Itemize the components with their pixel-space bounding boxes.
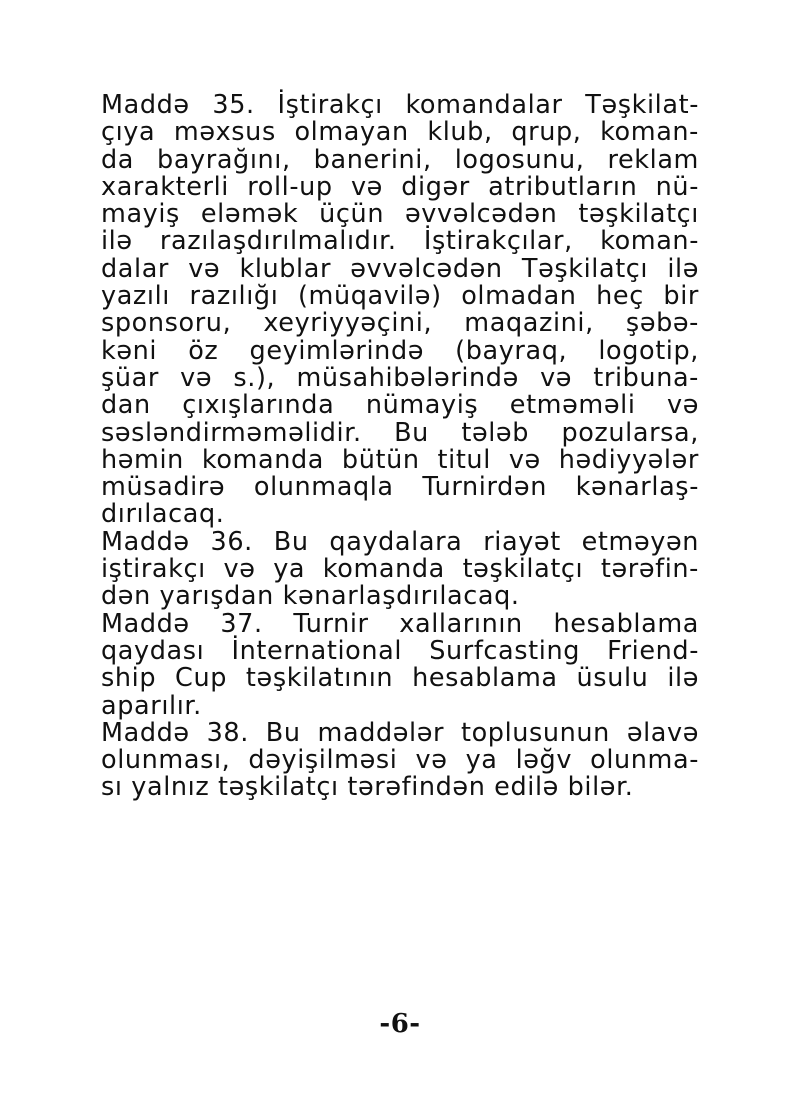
text-line: səsləndirməməlidir. Bu tələb pozularsa, [101,417,699,448]
text-line: ship Cup təşkilatının hesablama üsulu ilə [101,663,699,694]
text-line: Maddə 38. Bu maddələr toplusunun əlavə [101,717,699,748]
text-line: Maddə 35. İştirakçı komandalar Təşkilat- [101,90,699,120]
article-36 [101,526,699,612]
text-line: çıya məxsus olmayan klub, qrup, koman- [101,117,699,148]
text-line: şüar və s.), müsahibələrində və tribuna- [101,362,699,393]
text-line: mayiş eləmək üçün əvvəlcədən təşkilatçı [101,199,699,230]
text-line: həmin komanda bütün titul və hədiyyələr [101,444,699,475]
text-line: Maddə 37. Turnir xallarının hesablama [101,608,699,639]
text-line: da bayrağını, banerini, logosunu, reklam [101,144,699,175]
text-line: iştirakçı və ya komanda təşkilatçı tərəfin- [101,554,699,585]
text-line: dən yarışdan kənarlaşdırılacaq. [101,581,520,612]
text-line: dırılacaq. [101,499,225,530]
text-line: qaydası İnternational Surfcasting Friend- [101,635,699,666]
text-line: dalar və klublar əvvəlcədən Təşkilatçı ilə [101,253,699,284]
text-line: müsadirə olunmaqla Turnirdən kənarlaş- [101,472,699,503]
text-line: yazılı razılığı (müqavilə) olmadan heç bir [101,281,699,312]
body-text [101,92,699,802]
text-line: Maddə 36. Bu qaydalara riayət etməyən [101,526,699,557]
text-line: kəni öz geyimlərində (bayraq, logotip, [101,335,699,366]
text-line: ilə razılaşdırılmalıdır. İştirakçılar, koman- [101,226,699,257]
text-line: dan çıxışlarında nümayiş etməməli və [101,390,699,421]
text-line: olunması, dəyişilməsi və ya ləğv olunma- [101,745,699,776]
text-line: sı yalnız təşkilatçı tərəfindən edilə bilər. [101,772,634,803]
page-number: -6- [379,1009,421,1039]
text-line: sponsoru, xeyriyyəçini, maqazini, şəbə- [101,308,699,339]
article-37 [101,608,699,721]
article-38 [101,717,699,803]
text-line: xarakterli roll-up və digər atributların nü- [101,171,699,202]
text-line: aparılır. [101,690,202,721]
article-35 [101,92,699,529]
